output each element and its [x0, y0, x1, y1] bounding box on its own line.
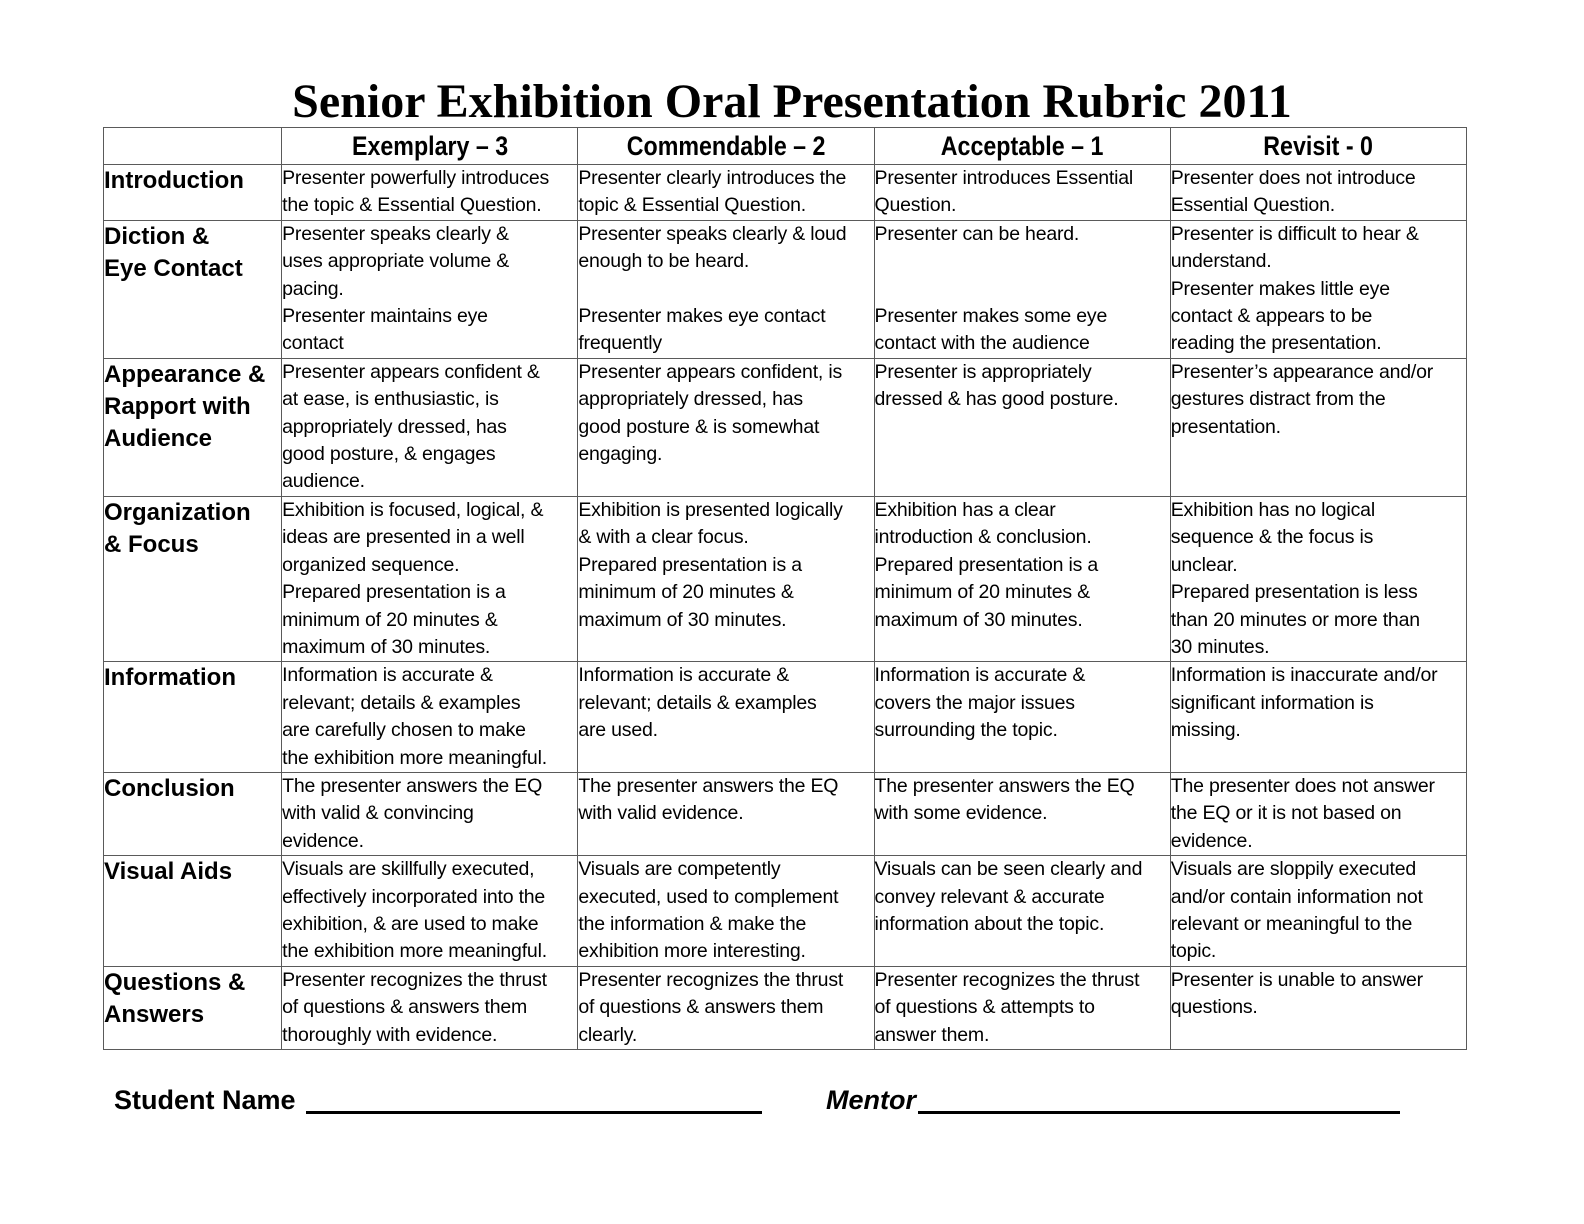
descriptor-line: maximum of 30 minutes. [874, 608, 1083, 631]
descriptor-cell-commendable [578, 772, 874, 855]
descriptor-line: sequence & the focus is [1170, 526, 1374, 549]
descriptor-cell-revisit [1170, 662, 1466, 773]
descriptor-line: gestures distract from the [1170, 388, 1386, 411]
criterion-cell [104, 856, 282, 967]
header-row [104, 128, 1467, 165]
descriptor-line: relevant or meaningful to the [1170, 912, 1413, 935]
descriptor-line: of questions & answers them [282, 996, 528, 1019]
criterion-label: Diction & [104, 222, 210, 250]
descriptor-line: Presenter recognizes the thrust [282, 968, 547, 991]
descriptor-line: Visuals are sloppily executed [1170, 858, 1417, 881]
descriptor-line: the information & make the [578, 912, 807, 935]
descriptor-cell-exemplary [282, 220, 578, 358]
descriptor-line: maximum of 30 minutes. [578, 608, 787, 631]
descriptor-line: missing. [1170, 719, 1241, 742]
descriptor-line: introduction & conclusion. [874, 526, 1092, 549]
descriptor-line: audience. [282, 470, 365, 493]
descriptor-line: and/or contain information not [1170, 885, 1423, 908]
descriptor-line: Presenter makes some eye [874, 305, 1108, 327]
descriptor-cell-revisit [1170, 220, 1466, 358]
header-acceptable: Acceptable – 1 [895, 128, 1150, 165]
descriptor-line: The presenter answers the EQ [282, 774, 543, 797]
descriptor-line: at ease, is enthusiastic, is [282, 388, 499, 411]
page-title: Senior Exhibition Oral Presentation Rubric 2011 [292, 75, 1292, 128]
descriptor-line: Presenter is unable to answer [1170, 968, 1423, 991]
descriptor-cell-revisit [1170, 165, 1466, 221]
descriptor-line: understand. [1170, 250, 1272, 273]
descriptor-line: unclear. [1170, 553, 1238, 576]
descriptor-line: Presenter does not introduce [1170, 167, 1416, 189]
descriptor-cell-commendable [578, 220, 874, 358]
descriptor-line: clearly. [578, 1023, 638, 1046]
descriptor-line: appropriately dressed, has [578, 388, 803, 411]
descriptor-line: enough to be heard. [578, 250, 750, 273]
descriptor-line: 30 minutes. [1170, 635, 1270, 658]
criterion-cell [104, 165, 282, 221]
rubric-row [104, 772, 1467, 855]
rubric-row [104, 165, 1467, 221]
descriptor-line: Presenter can be heard. [874, 222, 1080, 245]
descriptor-line: significant information is [1170, 691, 1374, 714]
descriptor-cell-exemplary [282, 662, 578, 773]
corner-cell [104, 128, 282, 165]
descriptor-line: good posture, & engages [282, 443, 496, 466]
criterion-cell [104, 966, 282, 1049]
descriptor-line: contact with the audience [874, 332, 1090, 355]
descriptor-line: engaging. [578, 443, 663, 466]
descriptor-line: Presenter introduces Essential [874, 167, 1134, 189]
descriptor-line: Presenter powerfully introduces [282, 167, 550, 189]
descriptor-line: are used. [578, 719, 658, 742]
descriptor-line: with valid evidence. [578, 802, 744, 825]
descriptor-cell-commendable [578, 662, 874, 773]
descriptor-line: with some evidence. [874, 802, 1048, 825]
descriptor-line: Essential Question. [1170, 194, 1335, 217]
descriptor-line: convey relevant & accurate [874, 885, 1105, 908]
descriptor-cell-revisit [1170, 966, 1466, 1049]
descriptor-cell-acceptable [874, 496, 1170, 661]
descriptor-line: exhibition more interesting. [578, 940, 806, 963]
descriptor-line: Information is accurate & [874, 664, 1086, 687]
descriptor-line: relevant; details & examples [578, 691, 817, 714]
descriptor-cell-acceptable [874, 662, 1170, 773]
rubric-row [104, 966, 1467, 1049]
descriptor-cell-revisit [1170, 772, 1466, 855]
descriptor-line: minimum of 20 minutes & [282, 608, 498, 631]
descriptor-cell-acceptable [874, 966, 1170, 1049]
criterion-cell [104, 772, 282, 855]
criterion-label: Rapport with [104, 392, 251, 420]
descriptor-cell-acceptable [874, 856, 1170, 967]
descriptor-line: surrounding the topic. [874, 719, 1058, 742]
descriptor-line: covers the major issues [874, 691, 1075, 714]
descriptor-line: The presenter answers the EQ [874, 774, 1135, 797]
rubric-row [104, 856, 1467, 967]
rubric-row [104, 662, 1467, 773]
descriptor-line: the topic & Essential Question. [282, 194, 542, 217]
rubric-row [104, 358, 1467, 496]
descriptor-line: The presenter answers the EQ [578, 774, 839, 797]
criterion-label: Answers [104, 1000, 205, 1028]
descriptor-line: topic & Essential Question. [578, 194, 806, 217]
descriptor-line: of questions & attempts to [874, 996, 1095, 1019]
descriptor-cell-exemplary [282, 772, 578, 855]
descriptor-cell-acceptable [874, 772, 1170, 855]
mentor-line[interactable] [918, 1083, 1400, 1114]
descriptor-line: information about the topic. [874, 912, 1105, 935]
descriptor-line: Presenter maintains eye [282, 305, 488, 328]
header-commendable: Commendable – 2 [599, 128, 854, 165]
descriptor-line: presentation. [1170, 415, 1281, 438]
descriptor-cell-commendable [578, 966, 874, 1049]
criterion-label: Questions & [104, 968, 246, 996]
descriptor-line: reading the presentation. [1170, 332, 1382, 355]
descriptor-line: answer them. [874, 1023, 990, 1046]
student-name-line[interactable] [306, 1083, 762, 1114]
descriptor-line: are carefully chosen to make [282, 719, 526, 742]
descriptor-line: Presenter is difficult to hear & [1170, 222, 1419, 245]
descriptor-line: Presenter appears confident, is [578, 360, 843, 383]
student-name-label: Student Name [114, 1085, 296, 1115]
criterion-cell [104, 662, 282, 773]
descriptor-cell-commendable [578, 496, 874, 661]
descriptor-line: Presenter speaks clearly & [282, 222, 509, 245]
descriptor-line: Presenter speaks clearly & loud [578, 222, 847, 245]
descriptor-line: The presenter does not answer [1170, 774, 1435, 797]
header-revisit: Revisit - 0 [1191, 128, 1446, 165]
descriptor-cell-exemplary [282, 966, 578, 1049]
mentor-field [826, 1082, 1400, 1118]
descriptor-line: the exhibition more meaningful. [282, 746, 547, 769]
descriptor-line: Visuals can be seen clearly and [874, 858, 1143, 881]
descriptor-line [875, 276, 1170, 303]
descriptor-line: Exhibition has a clear [874, 498, 1056, 521]
descriptor-cell-acceptable [874, 220, 1170, 358]
descriptor-line: frequently [578, 332, 662, 355]
descriptor-cell-exemplary [282, 165, 578, 221]
criterion-label: Visual Aids [104, 858, 233, 886]
descriptor-line: Visuals are skillfully executed, [282, 858, 535, 881]
descriptor-line: Presenter appears confident & [282, 360, 540, 383]
descriptor-line: the exhibition more meaningful. [282, 940, 547, 963]
descriptor-line [875, 248, 1170, 275]
descriptor-line: Presenter clearly introduces the [578, 167, 847, 189]
descriptor-line: & with a clear focus. [578, 526, 749, 549]
descriptor-cell-revisit [1170, 496, 1466, 661]
descriptor-line: effectively incorporated into the [282, 885, 546, 908]
criterion-label: Information [104, 664, 236, 692]
descriptor-line: maximum of 30 minutes. [282, 635, 491, 658]
criterion-label: & Focus [104, 530, 199, 558]
criterion-label: Eye Contact [104, 254, 243, 282]
header-exemplary: Exemplary – 3 [302, 128, 557, 165]
descriptor-cell-acceptable [874, 358, 1170, 496]
descriptor-line: Prepared presentation is less [1170, 581, 1418, 604]
descriptor-line: Presenter recognizes the thrust [874, 968, 1140, 991]
descriptor-line: thoroughly with evidence. [282, 1023, 498, 1046]
student-name-field [114, 1082, 762, 1118]
descriptor-cell-acceptable [874, 165, 1170, 221]
descriptor-line: contact [282, 332, 344, 355]
descriptor-cell-exemplary [282, 856, 578, 967]
descriptor-line: Visuals are competently [578, 858, 781, 881]
descriptor-cell-revisit [1170, 856, 1466, 967]
descriptor-line: of questions & answers them [578, 996, 824, 1019]
criterion-label: Audience [104, 424, 213, 452]
descriptor-line: Information is inaccurate and/or [1170, 664, 1438, 687]
descriptor-line: relevant; details & examples [282, 691, 521, 714]
descriptor-line: Presenter’s appearance and/or [1170, 360, 1434, 383]
descriptor-line [578, 276, 873, 303]
descriptor-line: evidence. [282, 829, 364, 852]
descriptor-line: Exhibition has no logical [1170, 498, 1375, 521]
descriptor-cell-commendable [578, 358, 874, 496]
descriptor-line: contact & appears to be [1170, 305, 1373, 328]
criterion-label: Conclusion [104, 774, 235, 802]
descriptor-line: Prepared presentation is a [282, 581, 506, 604]
descriptor-line: than 20 minutes or more than [1170, 608, 1420, 631]
descriptor-line: dressed & has good posture. [874, 388, 1119, 411]
criterion-cell [104, 358, 282, 496]
descriptor-line: evidence. [1170, 829, 1253, 852]
mentor-label: Mentor [826, 1085, 916, 1115]
descriptor-line: Presenter makes little eye [1170, 277, 1390, 300]
descriptor-line: minimum of 20 minutes & [874, 581, 1090, 604]
descriptor-line: Exhibition is presented logically [578, 498, 843, 521]
rubric-row [104, 220, 1467, 358]
criterion-cell [104, 496, 282, 661]
descriptor-cell-revisit [1170, 358, 1466, 496]
descriptor-line: Question. [874, 194, 957, 217]
descriptor-line: Prepared presentation is a [578, 553, 802, 576]
descriptor-line: Presenter recognizes the thrust [578, 968, 844, 991]
descriptor-line: Prepared presentation is a [874, 553, 1099, 576]
criterion-label: Appearance & [104, 360, 266, 388]
descriptor-line: with valid & convincing [282, 802, 474, 825]
descriptor-line: Presenter is appropriately [874, 360, 1092, 383]
descriptor-line: Information is accurate & [282, 664, 493, 687]
descriptor-line: Exhibition is focused, logical, & [282, 498, 544, 521]
descriptor-line: minimum of 20 minutes & [578, 581, 794, 604]
descriptor-line: uses appropriate volume & [282, 250, 510, 273]
descriptor-line: Presenter makes eye contact [578, 305, 826, 328]
descriptor-line: Information is accurate & [578, 664, 790, 687]
descriptor-line: pacing. [282, 277, 344, 300]
descriptor-line: organized sequence. [282, 553, 460, 576]
descriptor-cell-commendable [578, 856, 874, 967]
descriptor-cell-exemplary [282, 358, 578, 496]
descriptor-line: topic. [1170, 940, 1217, 963]
criterion-label: Introduction [104, 167, 244, 194]
rubric-row [104, 496, 1467, 661]
descriptor-cell-exemplary [282, 496, 578, 661]
descriptor-line: appropriately dressed, has [282, 415, 507, 438]
criterion-cell [104, 220, 282, 358]
descriptor-cell-commendable [578, 165, 874, 221]
descriptor-line: exhibition, & are used to make [282, 912, 539, 935]
criterion-label: Organization [104, 498, 251, 526]
rubric-table [103, 127, 1467, 1050]
descriptor-line: questions. [1170, 996, 1258, 1019]
descriptor-line: the EQ or it is not based on [1170, 802, 1402, 825]
descriptor-line: ideas are presented in a well [282, 526, 525, 549]
descriptor-line: good posture & is somewhat [578, 415, 820, 438]
descriptor-line: executed, used to complement [578, 885, 839, 908]
